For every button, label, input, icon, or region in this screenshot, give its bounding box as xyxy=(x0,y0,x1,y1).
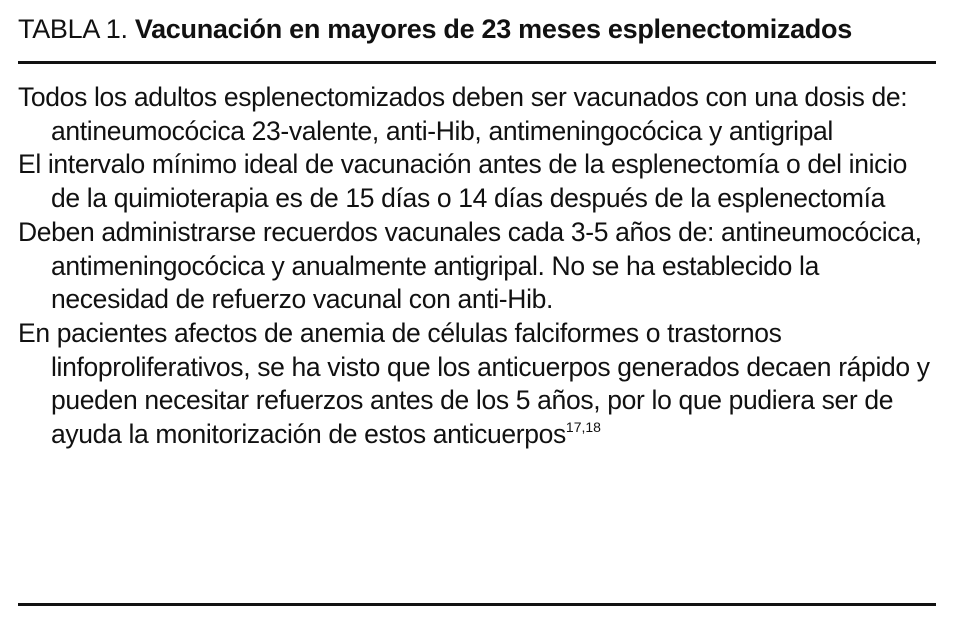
table-panel xyxy=(18,14,936,452)
table-item xyxy=(18,148,936,215)
item-text: Todos los adultos esplenectomizados deben ser vacunados con una dosis de: antineumocócica 23-valente, anti-Hib, antimeningocócica y antigripal xyxy=(18,82,908,146)
table-label: TABLA 1. xyxy=(18,14,135,44)
item-text: Deben administrarse recuerdos vacunales cada 3-5 años de: antineumocócica, antimeningocócica y anualmente antigripal. No se ha establecido la necesidad de refuerzo vacunal con anti-Hib. xyxy=(18,216,922,315)
table-item xyxy=(18,81,936,148)
top-rule xyxy=(18,61,936,64)
table-item xyxy=(18,317,936,452)
table-title: Vacunación en mayores de 23 meses esplenectomizados xyxy=(134,14,852,44)
table-item xyxy=(18,216,936,317)
table-caption xyxy=(18,14,936,45)
table-items xyxy=(18,81,936,452)
item-text: El intervalo mínimo ideal de vacunación antes de la esplenectomía o del inicio de la quimioterapia es de 15 días o 14 días después de la esplenectomía xyxy=(18,149,907,214)
item-text: En pacientes afectos de anemia de células falciformes o trastornos linfoproliferativos, se ha visto que los anticuerpos generados decaen rápido y pueden necesitar refuerzos antes de los 5 años, por lo que pudiera ser de ayuda la monitorización de estos anticuerpos xyxy=(18,317,930,450)
reference-superscript: 17,18 xyxy=(565,419,601,436)
bottom-rule xyxy=(18,603,936,606)
